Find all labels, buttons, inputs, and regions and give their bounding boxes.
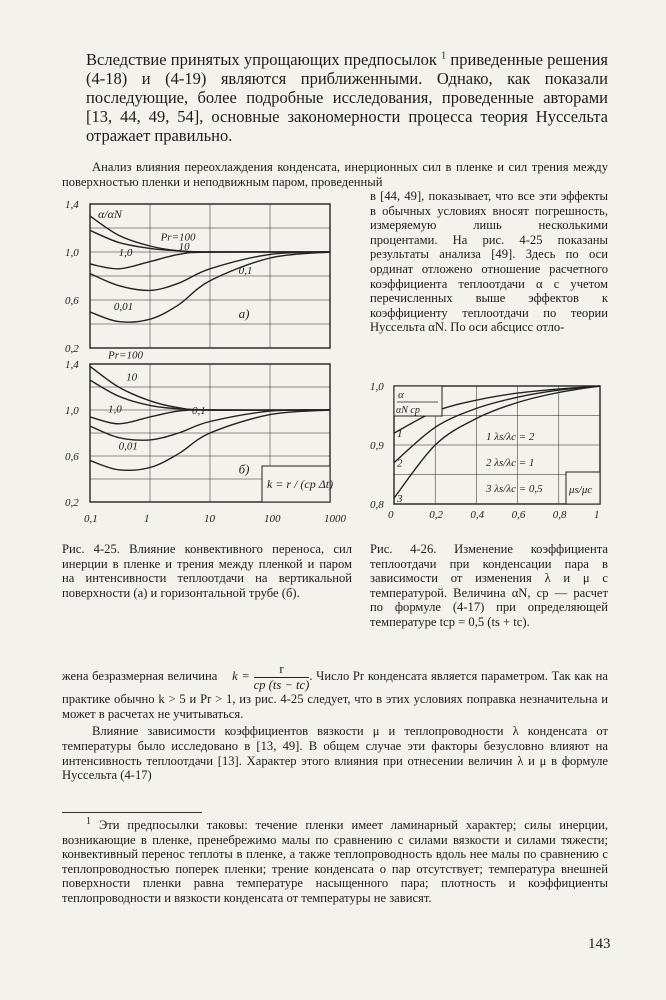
formula-k: k = <box>232 668 250 683</box>
analysis-column: в [44, 49], показывает, что все эти эффекты в обычных условиях вносят погрешность, измеряемую лишь несколькими процентами. На рис. 4-25 показаны результаты анализа [49]. Здесь по оси ординат отложено отношение расчетного коэффициента теплоотдачи α с учетом перечисленных выше эффектов к коэффициенту теплоотдачи по теории Нуссельта αN. По оси абсцисс отло- <box>370 189 608 335</box>
footnote-mark: 1 <box>86 815 91 827</box>
footnote-divider <box>62 812 202 813</box>
figure-4-25 <box>62 196 362 528</box>
xtick-1: 1 <box>144 513 150 525</box>
analysis-paragraph: Анализ влияния переохлаждения конденсата, инерционных сил в пленке и сил трения между поверхностью пленки и неподвижным паром, проведенный <box>62 160 608 189</box>
figure-4-26 <box>368 380 608 522</box>
formula-paragraph <box>62 662 608 721</box>
formula-label: k = r / (cp Δt) <box>267 477 334 491</box>
formula-tail: . Число Pr конденсата является параметром. Так как на практике обычно k > 5 и Pr > 1, из рис. 4-25 следует, что в этих условиях поправка незначительна и может в расчетах не учитываться. <box>62 668 609 721</box>
curve-label-b-3: 0,1 <box>191 404 206 417</box>
ytick-b-1: 1,0 <box>65 405 79 417</box>
curve-label-b-0: Pr=100 <box>108 349 143 362</box>
curve-label-a-1: 10 <box>178 241 190 253</box>
ytick-a-2: 0,6 <box>65 295 79 307</box>
intro-text-2: приведенные решения (4-18) и (4-19) являются приближенными. Однако, как показали последующие, более подробные исследования, проведенные авторами [13, 44, 49, 54], основные закономерности процесса теория Нуссельта отражает правильно. <box>86 50 609 145</box>
caption-fig-4-25: Рис. 4-25. Влияние конвективного переноса, сил инерции в пленке и трения между пленкой и паром на интенсивности теплоотдачи на вертикальной поверхности (а) и горизонтальной трубе (б). <box>62 542 352 600</box>
xtick-26-0: 0 <box>388 509 394 521</box>
xtick-26-2: 0,4 <box>470 509 485 521</box>
curve-label-a-2: 1,0 <box>118 247 133 259</box>
curve-label-b-4: 0,01 <box>118 440 138 453</box>
formula-denominator: cp (ts − tc) <box>253 677 310 692</box>
formula-numerator: r <box>254 662 310 678</box>
xtick-0: 0,1 <box>84 513 98 525</box>
ytick-a-0: 1,4 <box>65 199 79 211</box>
curve-label-b-2: 1,0 <box>108 403 122 416</box>
formula-fraction <box>254 662 310 692</box>
ytick-b-3: 0,2 <box>65 497 79 509</box>
xlabel-26: μs/μc <box>569 484 593 496</box>
ytick-a-1: 1,0 <box>65 247 79 259</box>
curve-id-26-2: 3 <box>397 493 403 506</box>
ylabel-26-top: α <box>398 389 404 401</box>
xtick-26-3: 0,6 <box>511 509 526 521</box>
curve-id-26-0: 1 <box>397 428 403 441</box>
footnote-text: Эти предпосылки таковы: течение пленки имеет ламинарный характер; силы инерции, возникающие в пленке, пренебрежимо малы по сравнению с силами вязкости и силами тяжести; конвективный перенос теплоты в пленке, а также теплопроводность вдоль нее малы по сравнению с теплопроводностью поперек пленки; трение конденсата о пар отсутствует; температура внешней поверхности пленки равна температуре насыщенного пара; плотность и коэффициенты теплопроводности и вязкости конденсата от температуры не зависят. <box>62 818 608 905</box>
ytick-b-2: 0,6 <box>65 451 79 463</box>
legend-26-2: 3 λs/λc = 0,5 <box>486 483 543 495</box>
curve-label-a-0: Pr=100 <box>160 231 196 244</box>
bottom-text <box>62 662 608 783</box>
ytick-26-2: 0,8 <box>370 499 384 511</box>
footnote-ref: 1 <box>441 50 447 62</box>
footnote <box>62 815 608 906</box>
intro-paragraph <box>86 50 608 145</box>
curve-id-26-1: 2 <box>397 457 403 470</box>
xtick-26-4: 0,8 <box>552 509 567 521</box>
y-axis-label: α/αN <box>98 207 122 221</box>
xtick-4: 1000 <box>324 513 346 525</box>
curve-label-a-4: 0,01 <box>113 301 134 313</box>
xtick-2: 10 <box>204 513 215 525</box>
curve-label-a-3: 0,1 <box>238 265 253 277</box>
xtick-3: 100 <box>264 513 281 525</box>
para-viscosity: Влияние зависимости коэффициентов вязкости μ и теплопроводности λ конденсата от температуры было исследовано в [13, 49]. В общем случае эти факторы безусловно влияют на интенсивность теплоотдачи [13]. Характер этого влияния при отнесении величин λ и μ в формуле Нуссельта (4-17) <box>62 724 608 783</box>
ytick-26-0: 1,0 <box>370 381 384 393</box>
xtick-26-5: 1 <box>594 509 600 521</box>
ytick-a-3: 0,2 <box>65 343 79 355</box>
legend-26-1: 2 λs/λc = 1 <box>486 457 535 469</box>
panel-label-b: б) <box>238 461 250 477</box>
legend-26-0: 1 λs/λc = 2 <box>486 431 535 443</box>
formula-lead: жена безразмерная величина <box>62 668 218 683</box>
curve-label-b-1: 10 <box>126 371 138 384</box>
ytick-b-0: 1,4 <box>65 359 79 371</box>
ylabel-26-bottom: αN ср <box>396 405 420 416</box>
xtick-26-1: 0,2 <box>429 509 443 521</box>
caption-fig-4-26: Рис. 4-26. Изменение коэффициента теплоотдачи при конденсации пара в зависимости от изменения λ и μ с температурой. Величина αN, ср — расчет по формуле (4-17) при определяющей температуре tср = 0,5 (ts + tc). <box>370 542 608 629</box>
intro-text-1: Вследствие принятых упрощающих предпосылок <box>86 50 437 69</box>
panel-label-a: а) <box>238 306 250 321</box>
ytick-26-1: 0,9 <box>370 440 384 452</box>
page-number: 143 <box>588 936 611 952</box>
